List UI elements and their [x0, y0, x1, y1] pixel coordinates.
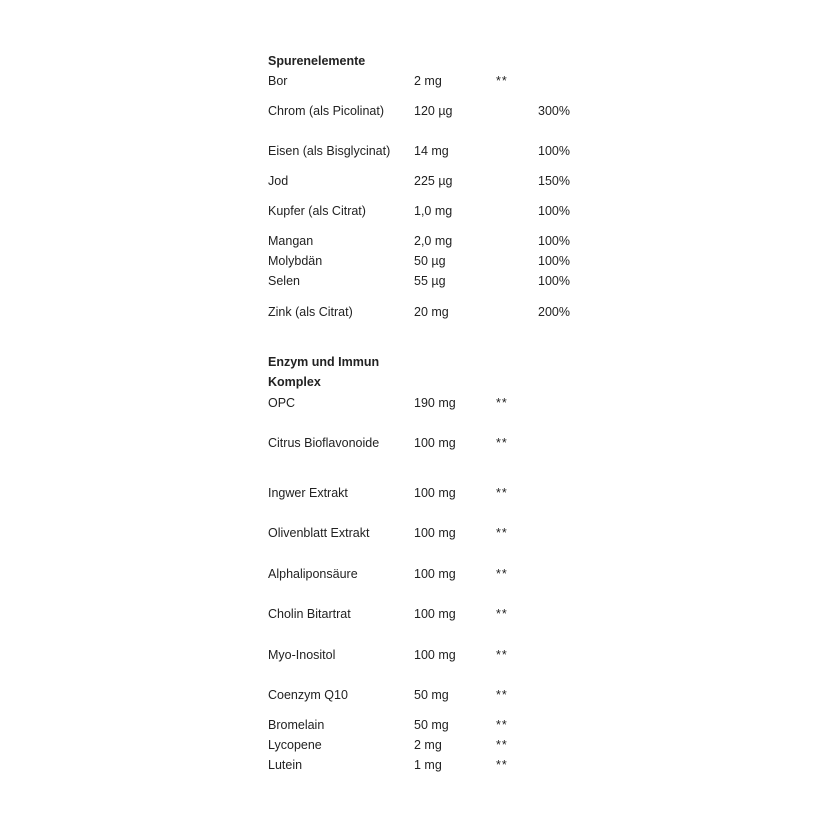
ingredient-amount: 50 mg	[414, 688, 449, 702]
ingredient-name: Selen	[268, 274, 300, 288]
footnote-mark: **	[496, 436, 508, 450]
ingredient-amount: 20 mg	[414, 305, 449, 319]
section-heading-enzym-line2: Komplex	[268, 375, 321, 389]
ingredient-amount: 100 mg	[414, 607, 456, 621]
table-row	[0, 302, 840, 322]
table-row	[0, 604, 840, 624]
section-heading-enzym-line1: Enzym und Immun	[268, 355, 380, 369]
table-row	[0, 393, 840, 413]
ingredient-amount: 100 mg	[414, 648, 456, 662]
ingredient-name: Kupfer (als Citrat)	[268, 204, 366, 218]
table-row	[0, 645, 840, 665]
table-row	[0, 231, 840, 251]
ingredient-name: Alphaliponsäure	[268, 567, 358, 581]
table-row	[0, 101, 840, 121]
nrv-percent: 100%	[538, 204, 570, 218]
ingredient-amount: 1 mg	[414, 758, 442, 772]
ingredient-amount: 2 mg	[414, 738, 442, 752]
ingredient-name: Olivenblatt Extrakt	[268, 526, 370, 540]
ingredient-amount: 55 µg	[414, 274, 446, 288]
ingredient-name: OPC	[268, 396, 296, 410]
footnote-mark: **	[496, 648, 508, 662]
nrv-percent: 100%	[538, 254, 570, 268]
table-row	[0, 564, 840, 584]
footnote-mark: **	[496, 718, 508, 732]
table-row	[0, 201, 840, 221]
ingredient-name: Citrus Bioflavonoide	[268, 436, 380, 450]
table-row	[0, 271, 840, 291]
nrv-percent: 300%	[538, 104, 570, 118]
ingredient-name: Jod	[268, 174, 289, 188]
table-row	[0, 433, 840, 453]
footnote-mark: **	[496, 758, 508, 772]
ingredient-amount: 225 µg	[414, 174, 453, 188]
ingredient-amount: 50 µg	[414, 254, 446, 268]
ingredient-amount: 100 mg	[414, 486, 456, 500]
table-row	[0, 735, 840, 755]
ingredient-name: Lutein	[268, 758, 303, 772]
footnote-mark: **	[496, 486, 508, 500]
ingredient-name: Chrom (als Picolinat)	[268, 104, 385, 118]
table-row	[0, 171, 840, 191]
ingredient-amount: 2,0 mg	[414, 234, 453, 248]
footnote-mark: **	[496, 738, 508, 752]
ingredient-amount: 120 µg	[414, 104, 453, 118]
ingredient-amount: 100 mg	[414, 567, 456, 581]
table-row	[0, 685, 840, 705]
nrv-percent: 150%	[538, 174, 570, 188]
table-row	[0, 483, 840, 503]
table-row	[0, 141, 840, 161]
ingredient-amount: 100 mg	[414, 526, 456, 540]
ingredient-name: Myo-Inositol	[268, 648, 336, 662]
ingredient-name: Mangan	[268, 234, 314, 248]
table-row	[0, 251, 840, 271]
footnote-mark: **	[496, 526, 508, 540]
table-row	[0, 715, 840, 735]
ingredient-name: Eisen (als Bisglycinat)	[268, 144, 391, 158]
ingredient-name: Bromelain	[268, 718, 325, 732]
ingredient-amount: 190 mg	[414, 396, 456, 410]
ingredient-amount: 100 mg	[414, 436, 456, 450]
footnote-mark: **	[496, 396, 508, 410]
ingredient-name: Lycopene	[268, 738, 322, 752]
ingredient-name: Zink (als Citrat)	[268, 305, 353, 319]
footnote-mark: **	[496, 688, 508, 702]
ingredient-name: Cholin Bitartrat	[268, 607, 351, 621]
ingredient-amount: 2 mg	[414, 74, 442, 88]
nrv-percent: 100%	[538, 234, 570, 248]
ingredient-name: Coenzym Q10	[268, 688, 348, 702]
ingredient-name: Bor	[268, 74, 288, 88]
ingredient-name: Molybdän	[268, 254, 323, 268]
nrv-percent: 100%	[538, 144, 570, 158]
footnote-mark: **	[496, 567, 508, 581]
ingredient-amount: 50 mg	[414, 718, 449, 732]
footnote-mark: **	[496, 74, 508, 88]
table-row	[0, 71, 840, 91]
ingredient-amount: 14 mg	[414, 144, 449, 158]
nrv-percent: 200%	[538, 305, 570, 319]
table-row	[0, 523, 840, 543]
table-row	[0, 755, 840, 775]
section-heading-spurenelemente: Spurenelemente	[268, 54, 366, 68]
nrv-percent: 100%	[538, 274, 570, 288]
ingredient-name: Ingwer Extrakt	[268, 486, 348, 500]
footnote-mark: **	[496, 607, 508, 621]
ingredient-amount: 1,0 mg	[414, 204, 453, 218]
